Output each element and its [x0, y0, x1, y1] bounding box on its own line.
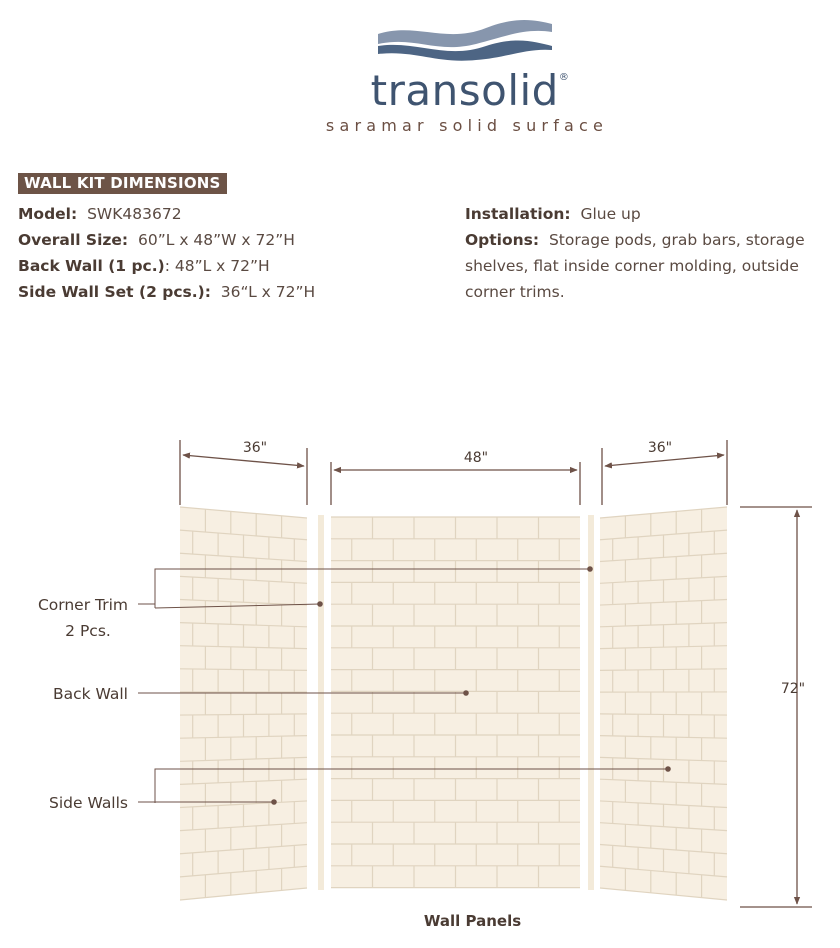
spec-label: Back Wall (1 pc.)	[18, 257, 165, 275]
wall-panels-diagram	[0, 430, 840, 910]
spec-label: Side Wall Set (2 pcs.):	[18, 283, 211, 301]
spec-label: Options:	[465, 231, 540, 249]
corner-trim-left	[318, 515, 324, 890]
registered-mark: ®	[558, 72, 570, 83]
brand-name: transolid	[370, 66, 559, 115]
section-label: WALL KIT DIMENSIONS	[18, 173, 227, 194]
callout-corner-trim-count: 2 Pcs.	[65, 622, 111, 640]
spec-value: SWK483672	[87, 205, 182, 223]
spec-row-model	[18, 201, 448, 227]
callout-back-wall: Back Wall	[52, 685, 128, 703]
callout-side-walls: Side Walls	[49, 794, 128, 812]
dimension-back-width: 48"	[463, 450, 489, 466]
spec-row-overall-size	[18, 227, 448, 253]
dimension-right-width: 36"	[647, 440, 673, 456]
spec-row-options	[465, 227, 835, 305]
spec-value: Storage pods, grab bars, storage shelves, flat inside corner molding, outside corner trims.	[465, 231, 805, 301]
spec-row-side-wall-set	[18, 279, 448, 305]
spec-value: 60”L x 48”W x 72”H	[138, 231, 295, 249]
left-side-wall-panel	[180, 507, 307, 900]
spec-label: Model:	[18, 205, 78, 223]
callout-corner-trim: Corner Trim	[37, 596, 128, 614]
spec-label: Overall Size:	[18, 231, 129, 249]
spec-value: : 48”L x 72”H	[164, 257, 270, 275]
spec-list-right	[465, 201, 835, 305]
dimension-left-width: 36"	[242, 440, 268, 456]
spec-value: 36“L x 72”H	[220, 283, 316, 301]
brand-wordmark	[0, 66, 840, 115]
back-wall-panel	[331, 517, 580, 888]
spec-row-installation	[465, 201, 835, 227]
spec-label: Installation:	[465, 205, 571, 223]
right-side-wall-panel	[600, 507, 727, 900]
dimension-height: 72"	[780, 681, 806, 697]
brand-tagline: saramar solid surface	[325, 116, 609, 135]
spec-list-left	[18, 201, 448, 305]
spec-value: Glue up	[580, 205, 641, 223]
spec-row-back-wall	[18, 253, 448, 279]
transolid-wave-logo	[376, 14, 556, 64]
diagram-caption: Wall Panels	[423, 912, 522, 930]
